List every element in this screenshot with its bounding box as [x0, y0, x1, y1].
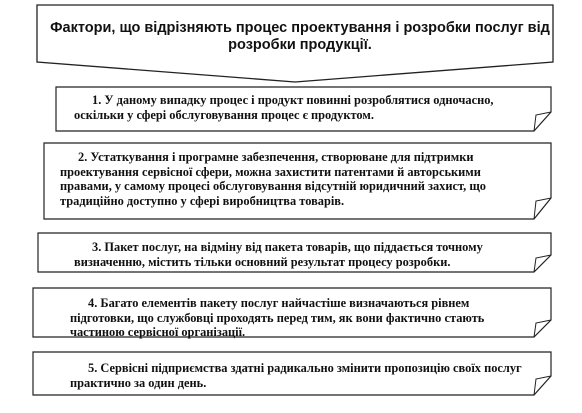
- factor-1-text: 1. У даному випадку процес і продукт повинні розроблятися одночасно, оскільки у сфері обслуговування процес є продуктом.: [74, 93, 494, 122]
- diagram-title: Фактори, що відрізняють процес проектування і розробки послуг від розробки продукції.: [50, 20, 550, 53]
- factor-4-text: 4. Багато елементів пакету послуг найчастіше визначаються рівнем підготовки, що службовці проходять перед тим, як вони фактично стають частиною сервісної організації.: [70, 296, 485, 340]
- factor-5-text: 5. Сервісні підприємства здатні радикально змінити пропозицію своїх послуг практично за один день.: [70, 361, 522, 390]
- factor-2-text: 2. Устаткування і програмне забезпечення, створюване для підтримки проектування сервісної сфери, можна захистити патентами й авторськими правами, у самому процесі обслуговування відсутній юридичний захист, що традиційно доступно у сфері виробництва товарів.: [60, 150, 486, 208]
- factor-3-text: 3. Пакет послуг, на відміну від пакета товарів, що піддається точному визначенню, містить тільки основний результат процесу розробки.: [74, 240, 483, 269]
